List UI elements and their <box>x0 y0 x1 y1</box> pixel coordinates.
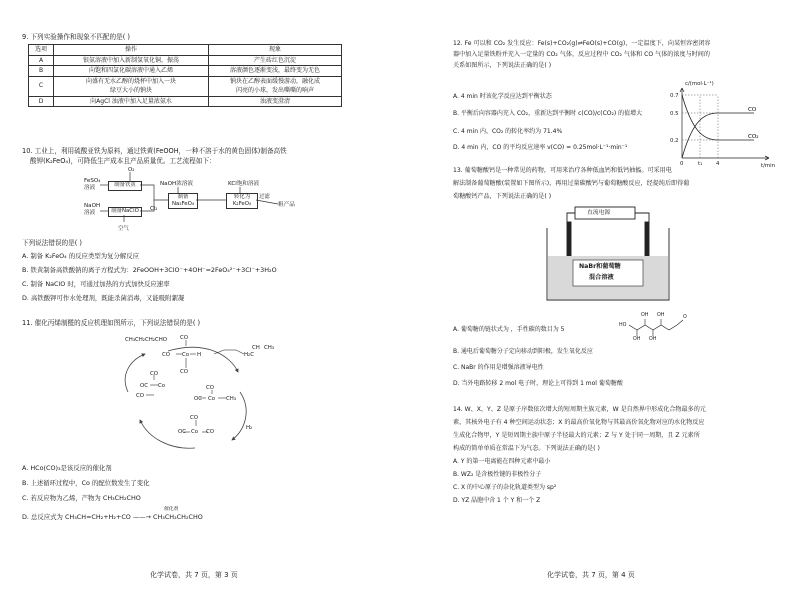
q11-option-c: C. 若反应物为乙烯，产物为 CH₃CH₂CHO <box>22 494 141 502</box>
glucose-oh-1: OH <box>641 313 649 318</box>
solution-label-2: 混合溶液 <box>589 274 614 281</box>
q11-stem: 11. 催化丙烯制醛的反应机理如图所示，下列说法错误的是( ) <box>22 319 201 327</box>
q11-option-d: D. 总反应式为 CH₃CH=CH₂+H₂+CO ——→ CH₃CH₂CH₂CHO <box>22 513 203 521</box>
q9-cell: C <box>29 76 54 96</box>
y-tick-label: 0.2 <box>670 138 679 144</box>
cycle-co-5: CO <box>190 415 199 421</box>
q13-option-c: C. NaBr 的作用是增强溶液导电性 <box>453 364 544 371</box>
cycle-h: H <box>197 352 202 358</box>
cycle-oc-3: OC <box>178 429 187 435</box>
q10-ask: 下列说法错误的是( ) <box>22 239 82 247</box>
q9-cell: 产生砖红色沉淀 <box>209 55 342 66</box>
q9-cell: A <box>29 55 54 66</box>
cycle-co-bottom: CO <box>180 369 189 375</box>
cycle-co-center-1: Co <box>182 352 190 358</box>
cycle-co-6: CO <box>206 429 215 435</box>
cycle-co-center-3: Co <box>208 396 216 402</box>
q10-option-c: C. 制备 NaClO 时，可通过加热的方式加快反应速率 <box>22 280 170 288</box>
cycle-ch3: CH₃ <box>264 345 274 351</box>
q14-line-1: 14. W、X、Y、Z 是原子序数依次增大的短周期主族元素，W 是自然界中形成化合物最多的元 <box>453 406 706 413</box>
page-footer-right: 化学试卷，共 7 页，第 4 页 <box>547 571 635 579</box>
q9-cell: 溶液颜色逐渐变浅，最终变为无色 <box>209 66 342 77</box>
page-footer-left: 化学试卷，共 7 页，第 3 页 <box>150 571 238 579</box>
cycle-oc-2: OC <box>194 396 203 402</box>
q12-option-b: B. 平衡后向容器内充入 CO₂，重新达到平衡时 c(CO)/c(CO₂) 的值增大 <box>453 110 643 117</box>
glucose-oh-3: OH <box>633 337 641 342</box>
q13-option-d: D. 当外电路转移 2 mol 电子时，理论上可得到 1 mol 葡萄糖酸 <box>453 380 623 387</box>
glucose-o: O <box>683 315 687 320</box>
cycle-co-left: CO <box>162 352 171 358</box>
q9-cell: 向饱和四氯化碳溶液中通入乙烯 <box>54 66 209 77</box>
series-label: CO₂ <box>748 134 759 140</box>
q13-option-b: B. 通电后葡萄糖分子定向移动到阳极，发生氧化反应 <box>453 348 593 355</box>
q14-option-d: D. YZ 晶胞中含 1 个 Y 和一个 Z <box>453 497 541 504</box>
q9-header-operation: 操作 <box>54 45 209 56</box>
q10-stem-2: 酸钾(K₂FeO₄)，可降低生产成本且产品质量优。工艺流程如下： <box>30 157 216 165</box>
x-tick-label: 0 <box>680 161 684 167</box>
q11-option-a: A. HCo(CO)₃是该反应的催化剂 <box>22 464 112 472</box>
flow-input-naoh: NaOH 溶液 <box>84 203 101 216</box>
q10-option-b: B. 铁黄制备高铁酸钠的离子方程式为：2FeOOH+3ClO⁻+4OH⁻=2FeO₄²⁻+3Cl⁻+3H₂O <box>22 266 277 274</box>
cycle-co-center-2: Co <box>158 383 166 389</box>
flow-air-label: 空气 <box>118 226 129 232</box>
cycle-product-label: CH₃CH₂CH₂CHO <box>125 337 167 343</box>
q10-stem-1: 10. 工业上，利用硫酸亚铁为原料，通过铁黄(FeOOH，一种不溶于水的黄色固体)制备高铁 <box>22 147 287 155</box>
q9-cell: 绿豆大小的钠块 <box>54 86 209 96</box>
q12-line-1: 12. Fe 可以和 CO₂ 发生反应：Fe(s)+CO₂(g)⇌FeO(s)+CO(g)，一定温度下，向某恒容密闭容 <box>453 40 711 47</box>
q14-line-4: 构成的简单单质在常温下为气态。下列说法正确的是( ) <box>453 445 600 452</box>
flow-box-naclo: 制备NaClO <box>108 207 142 217</box>
q9-header-phenomenon: 现象 <box>209 45 342 56</box>
q14-line-3: 生成化合物甲，Y 是短周期主族中原子半径最大的元素；Z 与 Y 处于同一周期，且 Z 元素所 <box>453 432 700 439</box>
q12-chart-ylabel: c/(mol·L⁻¹) <box>685 81 714 87</box>
q9-cell: D <box>29 96 54 107</box>
q9-cell: 银氨溶液中加入新制氢氧化铜，振荡 <box>54 55 209 66</box>
q13-line-3: 萄糖酸钙产品，下列说法正确的是( ) <box>453 193 552 200</box>
cycle-co-top: CO <box>180 335 189 341</box>
y-tick-label: 0.5 <box>670 111 679 117</box>
series-label: CO <box>748 107 757 113</box>
q14-option-a: A. Y 的第一电离能在四种元素中最小 <box>453 458 551 465</box>
flow-box-iron-yellow: 制备铁黄 <box>108 181 142 191</box>
q9-cell: 闪亮的小球，发出嘶嘶的响声 <box>209 86 342 96</box>
q13-line-2: 解法制备葡萄糖酸(装置如下图所示)，再用过量碳酸钙与葡萄糖酸反应，经提纯后即得葡 <box>453 180 690 187</box>
cycle-co-4: CO <box>206 385 215 391</box>
cycle-co-3: CO <box>136 393 145 399</box>
q14-option-c: C. X 的中心原子的杂化轨道类型为 sp² <box>453 484 557 491</box>
q13-line-1: 13. 葡萄糖酸钙是一种常见的药物，可用来治疗各种低血钙和低钙抽搐。可采用电 <box>453 167 672 174</box>
flow-o2-label: O₂ <box>128 167 135 173</box>
q9-cell: 钠块在乙醇表面缓慢游动，融化成 <box>209 76 342 86</box>
x-tick-label: t₁ <box>698 161 703 167</box>
q9-cell: 浊液变澄清 <box>209 96 342 107</box>
q12-line-2: 器中加入足量铁粉并充入一定量的 CO₂ 气体，反应过程中 CO₂ 气体和 CO 气体的浓度与时间的 <box>453 51 710 58</box>
flow-cl2-label: Cl₂ <box>150 206 158 212</box>
cycle-ch3-2: CH₃ <box>226 396 236 402</box>
catalyst-label: 催化剂 <box>164 507 179 512</box>
q14-option-b: B. WZ₂ 是含极性键的非极性分子 <box>453 471 542 478</box>
q12-option-d: D. 4 min 内，CO 的平均反应速率 v(CO) = 0.25mol·L⁻¹·min⁻¹ <box>453 144 628 151</box>
q11-option-b: B. 上述循环过程中，Co 的配位数发生了变化 <box>22 479 150 487</box>
right-page <box>397 0 794 593</box>
cycle-h2: H₂ <box>246 425 253 431</box>
flow-product-label: 粗产品 <box>278 202 295 208</box>
q12-line-3: 关系如图所示，下列说法正确的是( ) <box>453 62 552 69</box>
flow-input-feso4: FeSO₄ 溶液 <box>84 178 101 191</box>
q12-chart-xlabel: t/min <box>761 163 776 169</box>
flow-filter-label: 过滤 <box>259 194 270 200</box>
q12-option-a: A. 4 min 时该化学反应达到平衡状态 <box>453 93 552 100</box>
q9-cell: 向盛有无水乙醇的烧杯中加入一块 <box>54 76 209 86</box>
solution-label-1: NaBr和葡萄糖 <box>579 263 621 270</box>
q10-option-a: A. 制备 K₂FeO₄ 的反应类型为复分解反应 <box>22 252 140 260</box>
q13-option-a: A. 葡萄糖的链状式为 ，手性碳的数目为 5 <box>453 326 565 333</box>
q10-option-d: D. 高铁酸钾可作水处理剂，既能杀菌消毒，又能吸附絮凝 <box>22 294 185 302</box>
cycle-co-center-4: Co <box>191 429 199 435</box>
q14-line-2: 素，其核外电子有 4 种空间运动状态；X 的最高价氧化物与其最高价氧化物对应的水化物反应 <box>453 419 705 426</box>
cycle-h2c: H₂C <box>244 352 254 358</box>
x-tick-label: 4 <box>716 161 720 167</box>
flow-reagent-naoh: NaOH浓溶液 <box>160 181 194 187</box>
glucose-oh-4: OH <box>649 337 657 342</box>
y-tick-label: 0.7 <box>670 93 679 99</box>
q9-cell: 向AgCl 浊液中加入足量浓氨水 <box>54 96 209 107</box>
flow-box-k2feo4: 转化为 K₂FeO₄ <box>226 193 258 209</box>
cycle-ch: CH <box>252 345 260 351</box>
flow-reagent-kcl: KCl饱和溶液 <box>228 181 260 187</box>
q9-header-option: 选项 <box>29 45 54 56</box>
cycle-co-2: CO <box>150 371 159 377</box>
glucose-ho: HO <box>619 323 627 328</box>
glucose-oh-2: OH <box>657 313 665 318</box>
q9-stem: 9. 下列实验操作和现象不匹配的是( ) <box>22 33 130 41</box>
q12-option-c: C. 4 min 内，CO₂ 的转化率约为 71.4% <box>453 128 563 135</box>
q9-cell: B <box>29 66 54 77</box>
power-source-label: 直流电源 <box>587 210 611 216</box>
flow-box-na2feo4: 制备 Na₂FeO₄ <box>168 193 198 209</box>
cycle-oc-1: OC <box>140 383 149 389</box>
